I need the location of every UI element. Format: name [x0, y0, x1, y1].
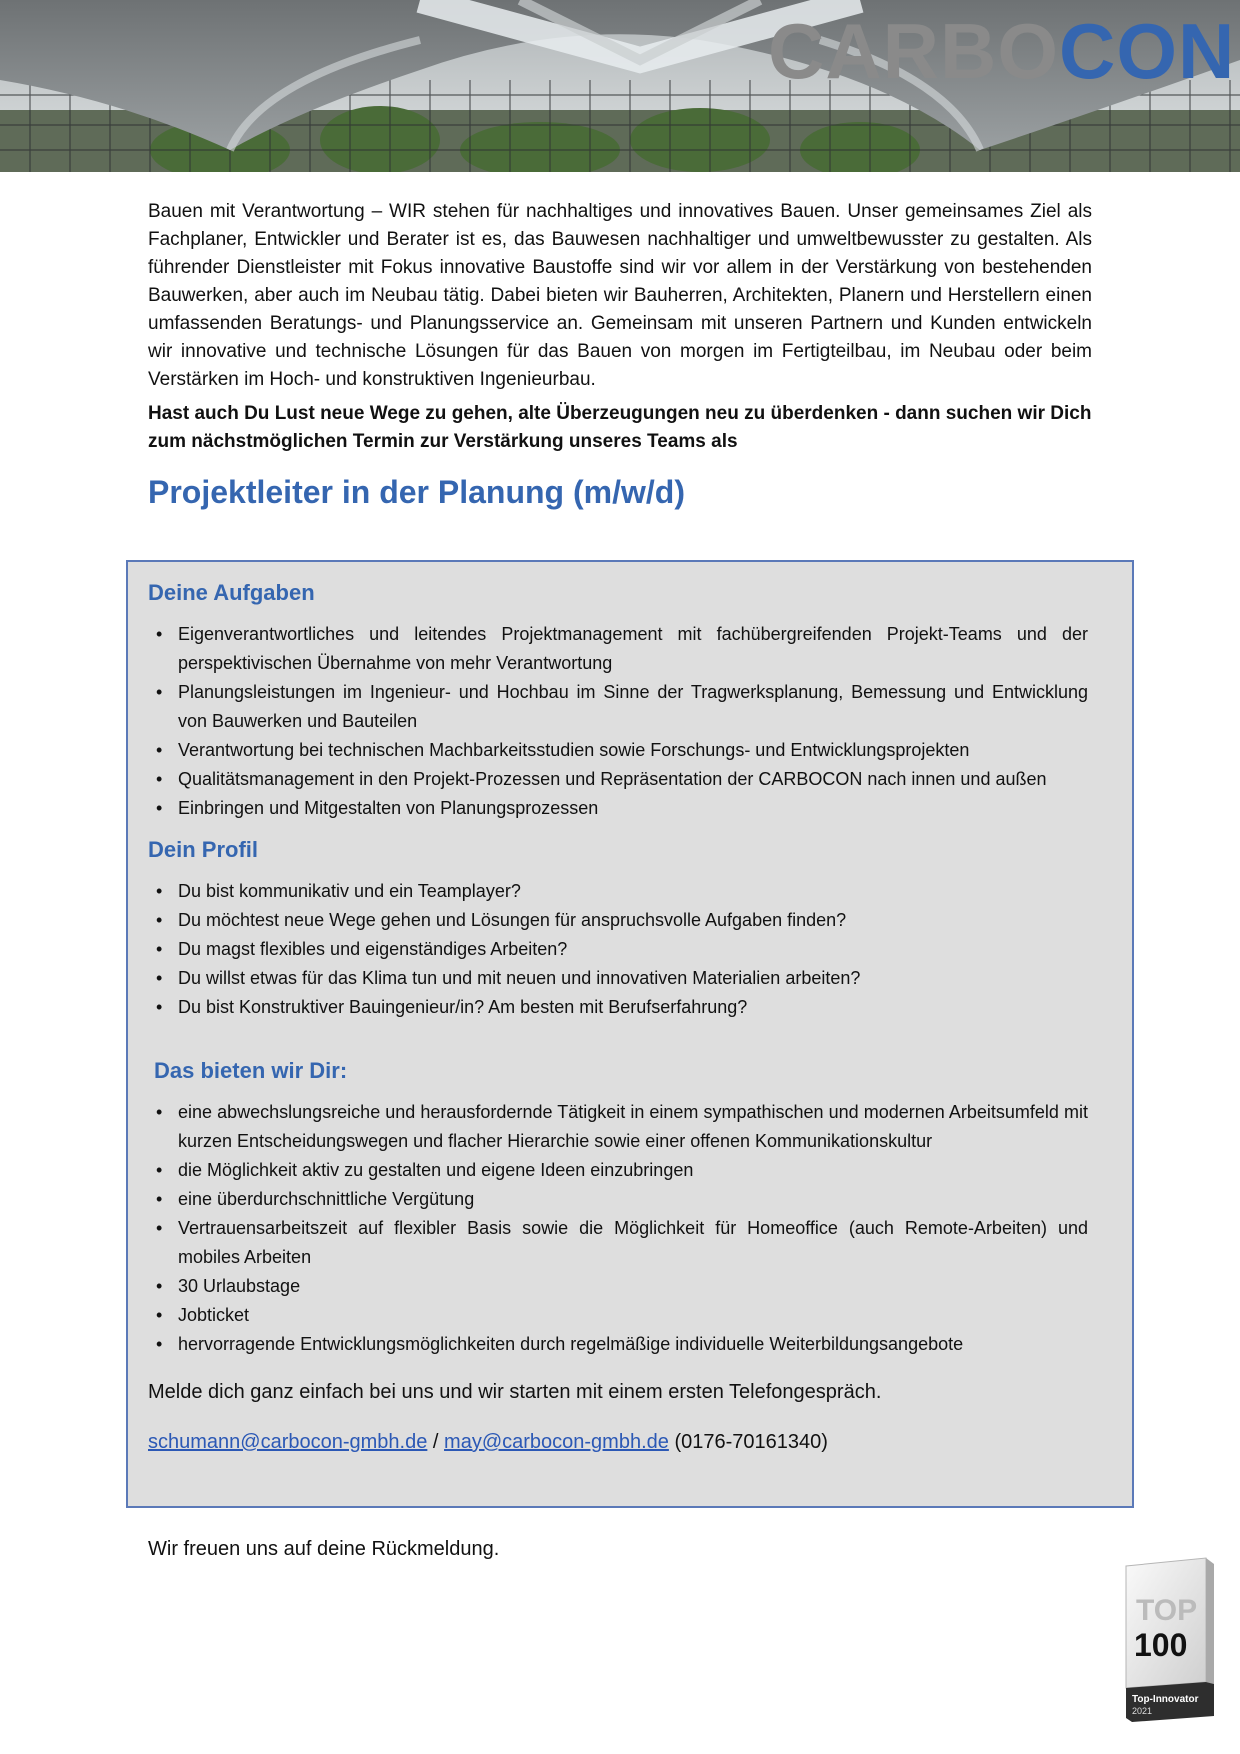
- list-item: • hervorragende Entwicklungsmöglichkeiten durch regelmäßige individuelle Weiterbildungsangebote: [148, 1330, 1088, 1359]
- bullet-icon: •: [156, 1189, 163, 1209]
- list-item: • eine abwechslungsreiche und herausfordernde Tätigkeit in einem sympathischen und modernen Arbeitsumfeld mit kurzen Entscheidungswegen und flacher Hierarchie sowie einer offenen Kommunikationskultur: [148, 1098, 1088, 1156]
- award-number: 100: [1134, 1627, 1188, 1663]
- profile-list: [148, 877, 1088, 1022]
- list-item: • Vertrauensarbeitszeit auf flexibler Basis sowie die Möglichkeit für Homeoffice (auch Remote-Arbeiten) und mobiles Arbeiten: [148, 1214, 1088, 1272]
- list-item: • eine überdurchschnittliche Vergütung: [148, 1185, 1088, 1214]
- list-item: • Qualitätsmanagement in den Projekt-Prozessen und Repräsentation der CARBOCON nach innen und außen: [148, 765, 1088, 794]
- logo-part-carbo: CARBO: [768, 7, 1059, 95]
- bullet-icon: •: [156, 1276, 163, 1296]
- bullet-icon: •: [156, 881, 163, 901]
- bullet-icon: •: [156, 997, 163, 1017]
- award-icon: [1122, 1556, 1218, 1724]
- intro-paragraph: Bauen mit Verantwortung – WIR stehen für nachhaltiges und innovatives Bauen. Unser gemeinsames Ziel als Fachplaner, Entwickler und Berater ist es, das Bauwesen nachhaltiger und umweltbewusster zu gestalten. Als führender Dienstleister mit Fokus innovative Baustoffe sind wir vor allem in der Verstärkung von bestehenden Bauwerken, aber auch im Neubau tätig. Dabei bieten wir Bauherren, Architekten, Planern und Herstellern einen umfassenden Beratungs- und Planungsservice an. Gemeinsam mit unseren Partnern und Kunden entwickeln wir innovative und technische Lösungen für das Bauen von morgen im Fertigteilbau, im Neubau oder beim Verstärken im Hoch- und konstruktiven Ingenieurbau.: [148, 201, 1092, 390]
- list-item: • Planungsleistungen im Ingenieur- und Hochbau im Sinne der Tragwerksplanung, Bemessung und Entwicklung von Bauwerken und Bauteilen: [148, 678, 1088, 736]
- bullet-icon: •: [156, 1334, 163, 1354]
- bullet-icon: •: [156, 1305, 163, 1325]
- job-title: Projektleiter in der Planung (m/w/d): [148, 474, 685, 510]
- list-item: • die Möglichkeit aktiv zu gestalten und eigene Ideen einzubringen: [148, 1156, 1088, 1185]
- list-item: • Jobticket: [148, 1301, 1088, 1330]
- tasks-list: [148, 620, 1088, 823]
- bullet-icon: •: [156, 682, 163, 702]
- email-link-may[interactable]: may@carbocon-gmbh.de: [444, 1431, 669, 1453]
- award-label: Top-Innovator: [1132, 1694, 1199, 1705]
- bullet-icon: •: [156, 798, 163, 818]
- bullet-icon: •: [156, 939, 163, 959]
- intro-section: [148, 198, 1092, 512]
- list-item: • Eigenverantwortliches und leitendes Projektmanagement mit fachübergreifenden Projekt-Teams und der perspektivischen Übernahme von mehr Verantwortung: [148, 620, 1088, 678]
- list-item: • 30 Urlaubstage: [148, 1272, 1088, 1301]
- callout-paragraph: Hast auch Du Lust neue Wege zu gehen, alte Überzeugungen neu zu überdenken - dann suchen wir Dich zum nächstmöglichen Termin zur Verstärkung unseres Teams als: [148, 403, 1092, 452]
- offer-list: [148, 1098, 1088, 1359]
- call-to-action: Melde dich ganz einfach bei uns und wir starten mit einem ersten Telefongespräch.: [148, 1381, 882, 1403]
- bullet-icon: •: [156, 769, 163, 789]
- profile-heading: Dein Profil: [148, 837, 259, 862]
- tasks-heading: Deine Aufgaben: [148, 580, 315, 605]
- list-item: • Einbringen und Mitgestalten von Planungsprozessen: [148, 794, 1088, 823]
- carbocon-logo: [768, 7, 1236, 95]
- closing-line: Wir freuen uns auf deine Rückmeldung.: [148, 1538, 500, 1560]
- list-item: • Du bist kommunikativ und ein Teamplayer?: [148, 877, 1088, 906]
- contact-phone: (0176-70161340): [668, 1431, 828, 1453]
- bullet-icon: •: [156, 1102, 163, 1122]
- header-banner: [0, 0, 1240, 172]
- section-spacer: [148, 1034, 1088, 1056]
- email-link-schumann[interactable]: schumann@carbocon-gmbh.de: [148, 1431, 428, 1453]
- bullet-icon: •: [156, 1160, 163, 1180]
- bullet-icon: •: [156, 1218, 163, 1238]
- contact-line: [148, 1427, 1088, 1457]
- bullet-icon: •: [156, 740, 163, 760]
- bullet-icon: •: [156, 968, 163, 988]
- bullet-icon: •: [156, 910, 163, 930]
- logo-part-con: CON: [1059, 7, 1236, 95]
- list-item: • Du bist Konstruktiver Bauingenieur/in? Am besten mit Berufserfahrung?: [148, 993, 1088, 1022]
- list-item: • Verantwortung bei technischen Machbarkeitsstudien sowie Forschungs- und Entwicklungsprojekten: [148, 736, 1088, 765]
- list-item: • Du willst etwas für das Klima tun und mit neuen und innovativen Materialien arbeiten?: [148, 964, 1088, 993]
- offer-heading: Das bieten wir Dir:: [154, 1058, 348, 1083]
- award-top: TOP: [1136, 1594, 1198, 1627]
- top100-award-badge: [1122, 1556, 1218, 1729]
- bullet-icon: •: [156, 624, 163, 644]
- award-year: 2021: [1132, 1706, 1153, 1716]
- job-details-box: [126, 560, 1134, 1508]
- list-item: • Du möchtest neue Wege gehen und Lösungen für anspruchsvolle Aufgaben finden?: [148, 906, 1088, 935]
- list-item: • Du magst flexibles und eigenständiges Arbeiten?: [148, 935, 1088, 964]
- contact-separator: /: [427, 1431, 445, 1453]
